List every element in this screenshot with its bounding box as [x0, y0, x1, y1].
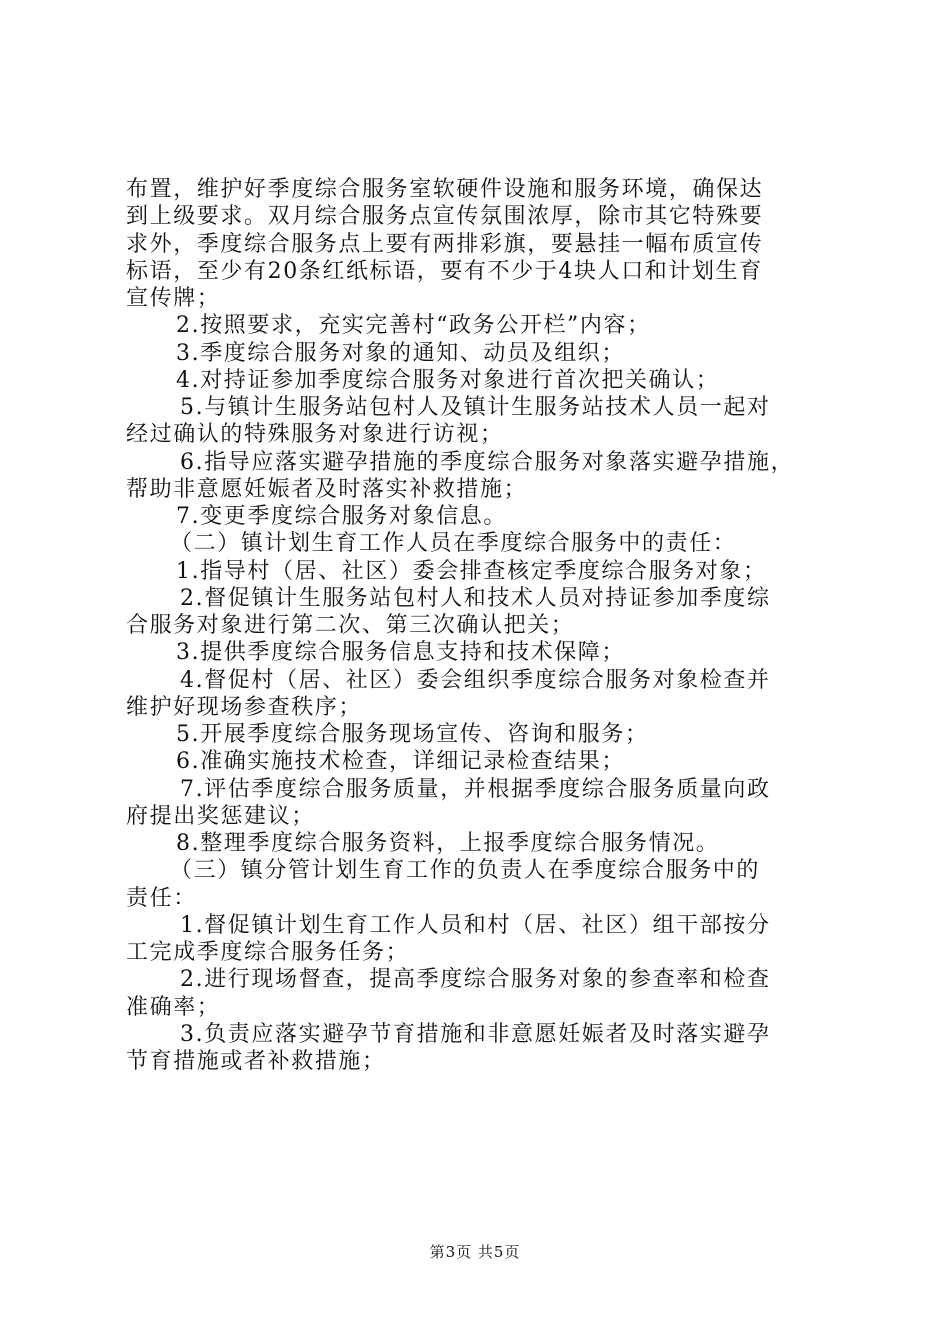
- text-line: 到上级要求。双月综合服务点宣传氛围浓厚，除市其它特殊要: [126, 204, 764, 230]
- text-line: 5.与镇计生服务站包村人及镇计生服务站技术人员一起对: [180, 395, 771, 420]
- text-line: 1.指导村（居、社区）委会排查核定季度综合服务对象；: [176, 558, 767, 584]
- text-line: 6.指导应落实避孕措施的季度综合服务对象落实避孕措施，: [180, 449, 795, 475]
- text-line: 2.按照要求，充实完善村“政务公开栏”内容；: [176, 313, 651, 339]
- text-line: 宣传牌；: [126, 286, 221, 311]
- section-heading: （三）镇分管计划生育工作的负责人在季度综合服务中的: [170, 858, 761, 884]
- text-line: 标语，至少有20条红纸标语，要有不少于4块人口和计划生育: [126, 258, 763, 284]
- text-line: 经过确认的特殊服务对象进行访视；: [126, 422, 504, 448]
- section-heading: （二）镇计划生育工作人员在季度综合服务中的责任：: [170, 531, 737, 557]
- text-line: 5.开展季度综合服务现场宣传、咨询和服务；: [176, 722, 649, 747]
- text-line: 6.准确实施技术检查，详细记录检查结果；: [176, 749, 625, 775]
- text-line: 府提出奖惩建议；: [126, 803, 315, 829]
- text-line: 1.督促镇计划生育工作人员和村（居、社区）组干部按分: [180, 912, 771, 938]
- text-line: 工完成季度综合服务任务；: [126, 940, 410, 965]
- text-line: 4.对持证参加季度综合服务对象进行首次把关确认；: [176, 367, 720, 393]
- text-line: 合服务对象进行第二次、第三次确认把关；: [126, 613, 575, 638]
- text-line: 3.提供季度综合服务信息支持和技术保障；: [176, 640, 625, 666]
- text-line: 责任：: [126, 885, 197, 911]
- document-body: [126, 176, 826, 1075]
- text-line: 布置，维护好季度综合服务室软硬件设施和服务环境，确保达: [126, 177, 764, 202]
- text-line: 7.变更季度综合服务对象信息。: [176, 504, 507, 529]
- text-line: 求外，季度综合服务点上要有两排彩旗，要悬挂一幅布质宣传: [126, 231, 764, 257]
- text-line: 帮助非意愿妊娠者及时落实补救措施；: [126, 476, 528, 502]
- text-line: 7.评估季度综合服务质量，并根据季度综合服务质量向政: [180, 776, 771, 802]
- text-line: 节育措施或者补救措施；: [126, 1049, 386, 1074]
- text-line: 维护好现场参查秩序；: [126, 694, 363, 720]
- page-footer: 第3页 共5页: [429, 1243, 521, 1261]
- text-line: 2.督促镇计生服务站包村人和技术人员对持证参加季度综: [180, 585, 771, 611]
- text-line: 准确率；: [126, 994, 221, 1020]
- text-line: 4.督促村（居、社区）委会组织季度综合服务对象检查并: [180, 667, 771, 693]
- text-line: 8.整理季度综合服务资料，上报季度综合服务情况。: [176, 831, 720, 856]
- text-line: 3.负责应落实避孕节育措施和非意愿妊娠者及时落实避孕: [180, 1021, 771, 1047]
- text-line: 3.季度综合服务对象的通知、动员及组织；: [176, 340, 625, 366]
- text-line: 2.进行现场督查，提高季度综合服务对象的参查率和检查: [180, 967, 771, 993]
